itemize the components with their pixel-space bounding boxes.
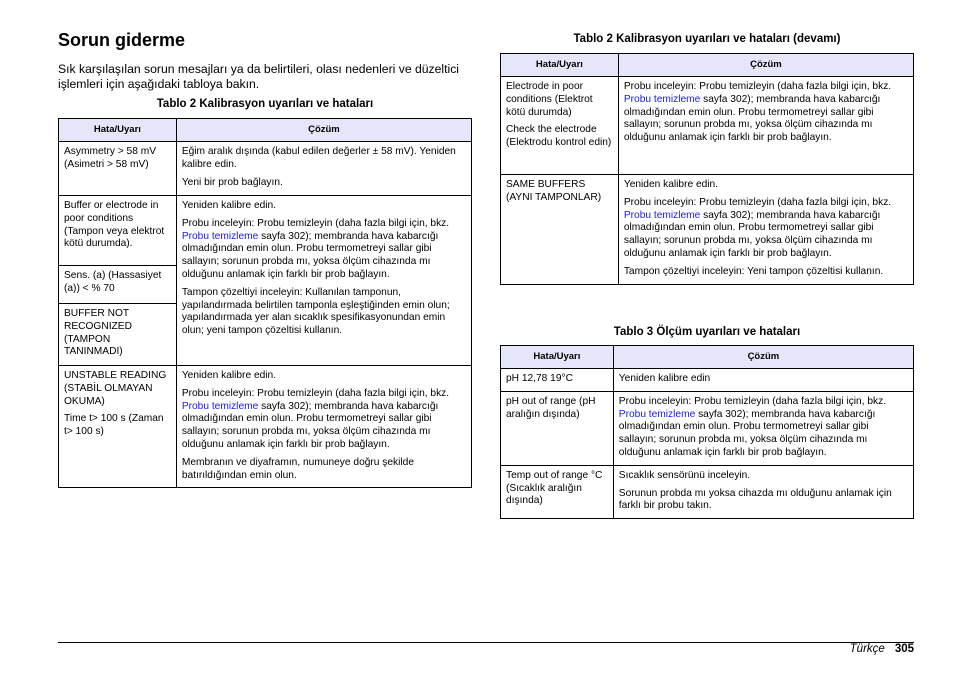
- error-text: Electrode in poor conditions (Elektrot kötü durumda): [506, 81, 593, 118]
- error-text: UNSTABLE READING (STABİL OLMAYAN OKUMA): [64, 370, 167, 407]
- solution-text: Yeniden kalibre edin.: [181, 370, 277, 381]
- solution-text: Membranın ve diyaframın, numuneye doğru şekilde batırıldığından emin olun.: [181, 456, 414, 481]
- error-text: Buffer or electrode in poor conditions (Tampon veya elektrot kötü durumda).: [64, 200, 165, 250]
- measurement-table: [500, 345, 914, 519]
- solution-text: Sıcaklık sensörünü inceleyin.: [618, 469, 751, 481]
- col-header-error: Hata/Uyarı: [501, 346, 614, 369]
- footer-language: Türkçe: [849, 643, 885, 655]
- probe-cleaning-link[interactable]: Probu temizleme: [623, 93, 701, 105]
- table-row: [501, 369, 914, 392]
- error-text: Time t> 100 s (Zaman t> 100 s): [64, 413, 164, 438]
- table-row: [59, 366, 472, 488]
- table-row: [59, 142, 472, 196]
- table2-cont-caption: Tablo 2 Kalibrasyon uyarıları ve hataları (devamı): [573, 33, 841, 45]
- error-text: Check the electrode (Elektrodu kontrol edin): [506, 124, 612, 149]
- probe-cleaning-link[interactable]: Probu temizleme: [181, 230, 259, 242]
- solution-text: Tampon çözeltiyi inceleyin: Kullanılan tamponun, yapılandırmada belirtilen tamponla eşleştiğinden emin olun; yapılandırmada yer alan sıcaklık spesifikasyonundan emin olun; yeni tampon çözeltisi kullanın.: [181, 286, 450, 337]
- error-text: Sens. (a) (Hassasiyet (a)) < % 70: [64, 270, 162, 294]
- solution-text: Yeniden kalibre edin: [618, 373, 711, 384]
- solution-text: Probu inceleyin: Probu temizleyin (daha fazla bilgi için, bkz. Probu temizleme sayfa 302); membranda hava kabarcığı olmadığından emin olun. Probu termometreyi sallar gibi sallayın; sorunun probda mı, yoksa ölçüm cihazında mı olduğunu anlamak için farklı bir prob bağlayın.: [181, 217, 450, 280]
- col-header-solution: Çözüm: [618, 54, 913, 77]
- solution-text: Yeniden kalibre edin.: [623, 179, 719, 190]
- solution-text: Sorunun probda mı yoksa cihazda mı olduğunu anlamak için farklı bir probu takın.: [618, 487, 892, 512]
- intro-paragraph: Sık karşılaşılan sorun mesajları ya da belirtileri, olası nedenleri ve düzeltici işlemleri için aşağıdaki tabloya bakın.: [58, 62, 460, 91]
- footer: [850, 643, 914, 655]
- footer-divider: [58, 642, 914, 643]
- col-header-error: Hata/Uyarı: [59, 119, 177, 142]
- error-text: Asymmetry > 58 mV (Asimetri > 58 mV): [64, 146, 156, 170]
- table-row: [501, 175, 914, 285]
- page-number: 305: [894, 643, 914, 655]
- calibration-table: [58, 118, 472, 488]
- probe-cleaning-link[interactable]: Probu temizleme: [181, 400, 259, 412]
- solution-text: Probu inceleyin: Probu temizleyin (daha fazla bilgi için, bkz. Probu temizleme sayfa 302); membranda hava kabarcığı olmadığından emin olun. Probu termometreyi sallar gibi sallayın; sorunun probda mı, yoksa ölçüm cihazında mı olduğunu anlamak için farklı bir prob bağlayın.: [623, 196, 892, 259]
- solution-text: Probu inceleyin: Probu temizleyin (daha fazla bilgi için, bkz. Probu temizleme sayfa 302); membranda hava kabarcığı olmadığından emin olun. Probu termometreyi sallar gibi sallayın; sorunun probda mı, yoksa ölçüm cihazında mı olduğunu anlamak için farklı bir prob bağlayın.: [181, 387, 450, 450]
- solution-text: Eğim aralık dışında (kabul edilen değerler ± 58 mV). Yeniden kalibre edin.: [181, 146, 456, 170]
- page-title: Sorun giderme: [58, 30, 186, 50]
- calibration-table-continued: [500, 53, 914, 285]
- probe-cleaning-link[interactable]: Probu temizleme: [623, 209, 701, 221]
- probe-cleaning-link[interactable]: Probu temizleme: [618, 408, 696, 420]
- error-text: SAME BUFFERS (AYNI TAMPONLAR): [506, 179, 602, 203]
- col-header-solution: Çözüm: [176, 119, 471, 142]
- table-row: [501, 391, 914, 465]
- solution-text: Probu inceleyin: Probu temizleyin (daha fazla bilgi için, bkz. Probu temizleme sayfa 302); membranda hava kabarcığı olmadığından emin olun. Probu termometreyi sallar gibi sallayın; sorunun probda mı, yoksa ölçüm cihazında mı olduğunu anlamak için farklı bir prob bağlayın.: [623, 81, 892, 144]
- solution-text: Tampon çözeltiyi inceleyin: Yeni tampon çözeltisi kullanın.: [623, 265, 884, 277]
- error-text: pH out of range (pH aralığın dışında): [506, 395, 596, 420]
- col-header-error: Hata/Uyarı: [501, 54, 619, 77]
- solution-text: Probu inceleyin: Probu temizleyin (daha fazla bilgi için, bkz. Probu temizleme sayfa 302); membranda hava kabarcığı olmadığından emin olun. Probu termometreyi sallar gibi sallayın; sorunun probda mı, yoksa ölçüm cihazında mı olduğunu anlamak için farklı bir prob bağlayın.: [618, 395, 887, 458]
- col-header-solution: Çözüm: [613, 346, 913, 369]
- table-row: [501, 77, 914, 175]
- solution-text: Yeniden kalibre edin.: [181, 200, 277, 211]
- error-text: pH 12,78 19°C: [506, 373, 573, 384]
- table3-caption: Tablo 3 Ölçüm uyarıları ve hataları: [613, 326, 801, 338]
- table-row: [501, 465, 914, 518]
- solution-text: Yeni bir prob bağlayın.: [181, 176, 283, 188]
- error-text: BUFFER NOT RECOGNIZED (TAMPON TANINMADI): [64, 308, 132, 358]
- table-row: [59, 196, 472, 266]
- error-text: Temp out of range °C (Sıcaklık aralığın dışında): [506, 469, 603, 507]
- table2-caption: Tablo 2 Kalibrasyon uyarıları ve hataları: [156, 98, 374, 110]
